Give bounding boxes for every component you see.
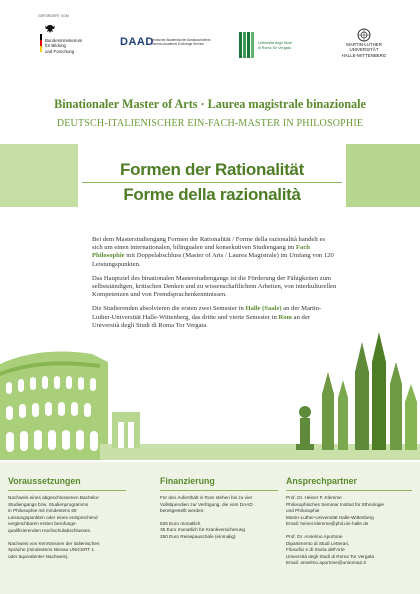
german-flag-stripe: [40, 34, 42, 52]
title-panel: [78, 144, 346, 216]
bmbf-superscript: GEFÖRDERT VOM: [38, 14, 69, 18]
title-band-left: [0, 144, 78, 207]
voraussetzungen-text-1: Nachweis eines abgeschlossenen Bachelor- Studiengangs bzw. Studienprogramms in Philosophie mit mindestens 60 Leistungspunkten oder eines entsprechend vergleichbaren ersten berufungs- qualifizierenden Hochschulabschlusses.: [8, 495, 100, 533]
program-description: [92, 236, 337, 336]
roman-monument-silhouette: [112, 412, 140, 448]
mlu-subtitle: MARTIN-LUTHER UNIVERSITÄT HALLE-WITTENBERG: [341, 42, 387, 58]
federal-eagle-icon: [44, 24, 56, 34]
mlu-logo: [334, 28, 414, 64]
torvergata-emblem-icon: [238, 30, 256, 60]
bmbf-logo: [38, 14, 100, 58]
highlight-rom: Rom: [278, 313, 292, 321]
column-voraussetzungen: [8, 476, 126, 560]
daad-subtitle: Deutscher Akademischer Austauschdienst German Academic Exchange Service: [151, 38, 211, 47]
voraussetzungen-text-2: Nachweis von Kenntnissen der italienischen Sprache (mindestens Niveau UNICERT 1 oder äquivalenter Nachweis).: [8, 540, 100, 559]
bmbf-name: Bundesministerium für Bildung und Forschung: [45, 38, 83, 54]
description-paragraph-3: Die Studierenden absolvieren die ersten zwei Semester in Halle (Saale) an der Martin-Luther-Universität Halle-Wittenberg, das dritte und vierte Semester in Rom an der Università degli Studi di Roma Tor Vergata.: [92, 305, 322, 329]
title-german: Formen der Rationalität: [120, 160, 304, 179]
description-paragraph-2: Das Hauptziel des binationalen Masterstudiengangs ist die Förderung der Fähigkeiten zum selbstständigen, kritischen Denken und zu wissenschaftlichem Arbeiten, von interkulturellen Kompetenzen und von Fremdsprachenkenntnissen.: [92, 274, 337, 299]
torvergata-subtitle: Università degli Studi di Roma Tor Vergata: [258, 41, 292, 50]
title-divider: [82, 182, 342, 183]
highlight-halle: Halle (Saale): [245, 305, 282, 313]
logo-bar: [0, 0, 420, 70]
heading-ansprechpartner: Ansprechpartner: [286, 476, 357, 486]
finanzierung-text-2: 825 Euro monatlich 35 Euro monatlich für Krankversicherung 250 Euro Reisepauschale (einmalig): [160, 520, 245, 539]
torvergata-logo: [238, 30, 328, 60]
title-band-right: [346, 144, 420, 207]
description-paragraph-1: Bei dem Masterstudiengang Formen der Rationalität / Forme della razionalità handelt es sich um einen internationalen, bilingualen und konsekutiven Studiengang im Fach Philosophie mit Doppelabschluss (Master of Arts / Laurea Magistrale) im Umfang von 120 Leistungspunkten.: [92, 236, 334, 268]
divider: [8, 490, 126, 491]
ansprechpartner-text-2: Prof. Dr. Anselmo Aportone Dipartimento di Studi Letterari, Filosofici e di Storia dell'Arte Università degli Studi di Roma Tor Vergata Email: anselmo.aportone@uniroma2.it: [286, 533, 374, 566]
highlight-subject: Fach Philosophie: [92, 244, 310, 260]
program-headline: Binationaler Master of Arts · Laurea magistrale binazionale: [54, 97, 366, 111]
daad-mark: DAAD: [120, 36, 154, 48]
column-finanzierung: [160, 476, 278, 541]
finanzierung-text-1: Für den Aufenthalt in Rom stehen bis zu vier Vollstipendien zur Verfügung, die vom DAAD bereitgestellt werden:: [160, 495, 253, 514]
daad-logo: [120, 36, 230, 56]
mlu-seal-icon: [357, 28, 371, 42]
column-ansprechpartner: [286, 476, 412, 567]
divider: [160, 490, 278, 491]
divider: [286, 490, 412, 491]
statue-silhouette: [296, 406, 314, 450]
colosseum-silhouette: [0, 352, 108, 460]
heading-finanzierung: Finanzierung: [160, 476, 215, 486]
heading-voraussetzungen: Voraussetzungen: [8, 476, 81, 486]
ansprechpartner-text-1: Prof. Dr. Heiner F. Klemme Philosophisches Seminar Institut für Ethnologie und Philosophie Martin-Luther-Universität Halle-Wittenberg Email: heiner.klemme@phil.uni-halle.de: [286, 495, 384, 527]
halle-towers-silhouette: [322, 332, 417, 450]
city-skyline-illustration: [0, 332, 420, 460]
program-subheadline: DEUTSCH-ITALIENISCHER EIN-FACH-MASTER IN PHILOSOPHIE: [56, 118, 364, 129]
title-italian: Forme della razionalità: [123, 185, 301, 204]
